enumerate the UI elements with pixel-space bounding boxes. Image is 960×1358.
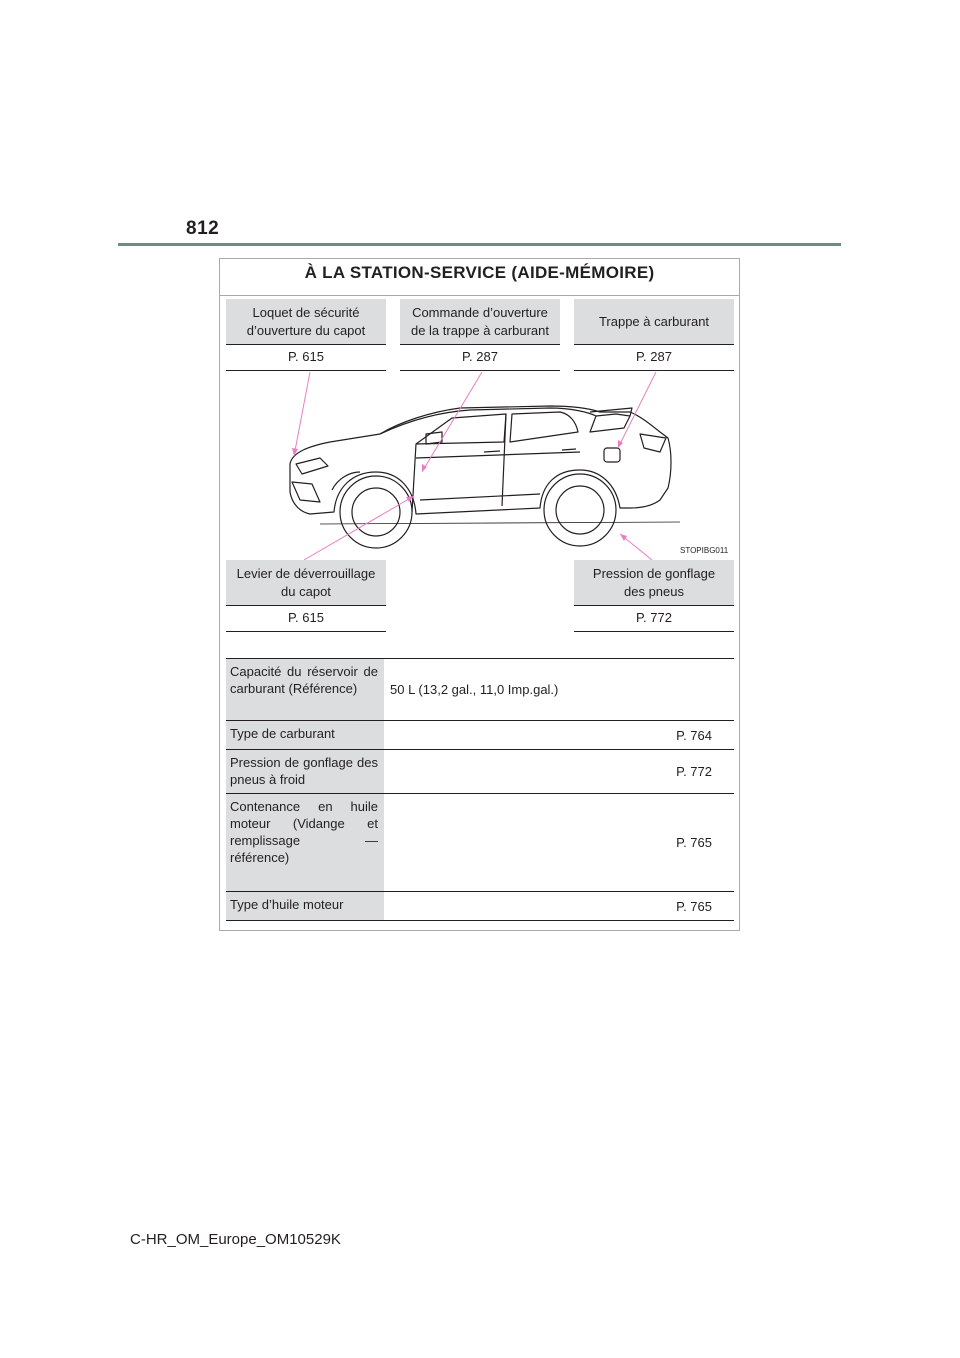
header-rule [118, 243, 841, 246]
spec-label: Pression de gonflage des pneus à froid [226, 750, 384, 793]
label-fuel-door-opener: Commande d’ouverture de la trappe à carburant [400, 299, 560, 345]
label-fuel-door: Trappe à carburant [574, 299, 734, 345]
label-hood-safety-catch: Loquet de sécurité d’ouverture du capot [226, 299, 386, 345]
car-side-illustration [220, 372, 739, 562]
spec-value[interactable]: P. 765 [676, 898, 712, 914]
page-number: 812 [186, 218, 220, 239]
spec-table [226, 658, 734, 921]
spec-label: Type de carburant [226, 721, 384, 749]
table-row [226, 659, 734, 721]
table-row [226, 750, 734, 794]
label-hood-release-lever: Levier de déverrouillage du capot [226, 560, 386, 606]
ref-fuel-door[interactable]: P. 287 [574, 345, 734, 371]
title-divider [220, 295, 739, 296]
spec-label: Capacité du réservoir de carburant (Référence) [226, 659, 384, 720]
ref-hood-release-lever[interactable]: P. 615 [226, 606, 386, 632]
table-row [226, 794, 734, 892]
table-row [226, 721, 734, 750]
document-footer: C-HR_OM_Europe_OM10529K [130, 1231, 341, 1248]
spec-value[interactable]: P. 764 [676, 727, 712, 743]
table-row [226, 892, 734, 921]
ref-fuel-door-opener[interactable]: P. 287 [400, 345, 560, 371]
spec-value[interactable]: P. 772 [676, 764, 712, 779]
spec-label: Type d’huile moteur [226, 892, 384, 920]
spec-label: Contenance en huile moteur (Vidange et remplissage — référence) [226, 794, 384, 891]
box-title: À LA STATION-SERVICE (AIDE-MÉMOIRE) [304, 263, 655, 282]
spec-value[interactable]: P. 765 [676, 835, 712, 850]
ref-hood-safety-catch[interactable]: P. 615 [226, 345, 386, 371]
label-tire-pressure: Pression de gonflage des pneus [574, 560, 734, 606]
spec-value: 50 L (13,2 gal., 11,0 Imp.gal.) [390, 682, 559, 697]
illustration-code: STOPIBG011 [680, 546, 729, 555]
ref-tire-pressure[interactable]: P. 772 [574, 606, 734, 632]
